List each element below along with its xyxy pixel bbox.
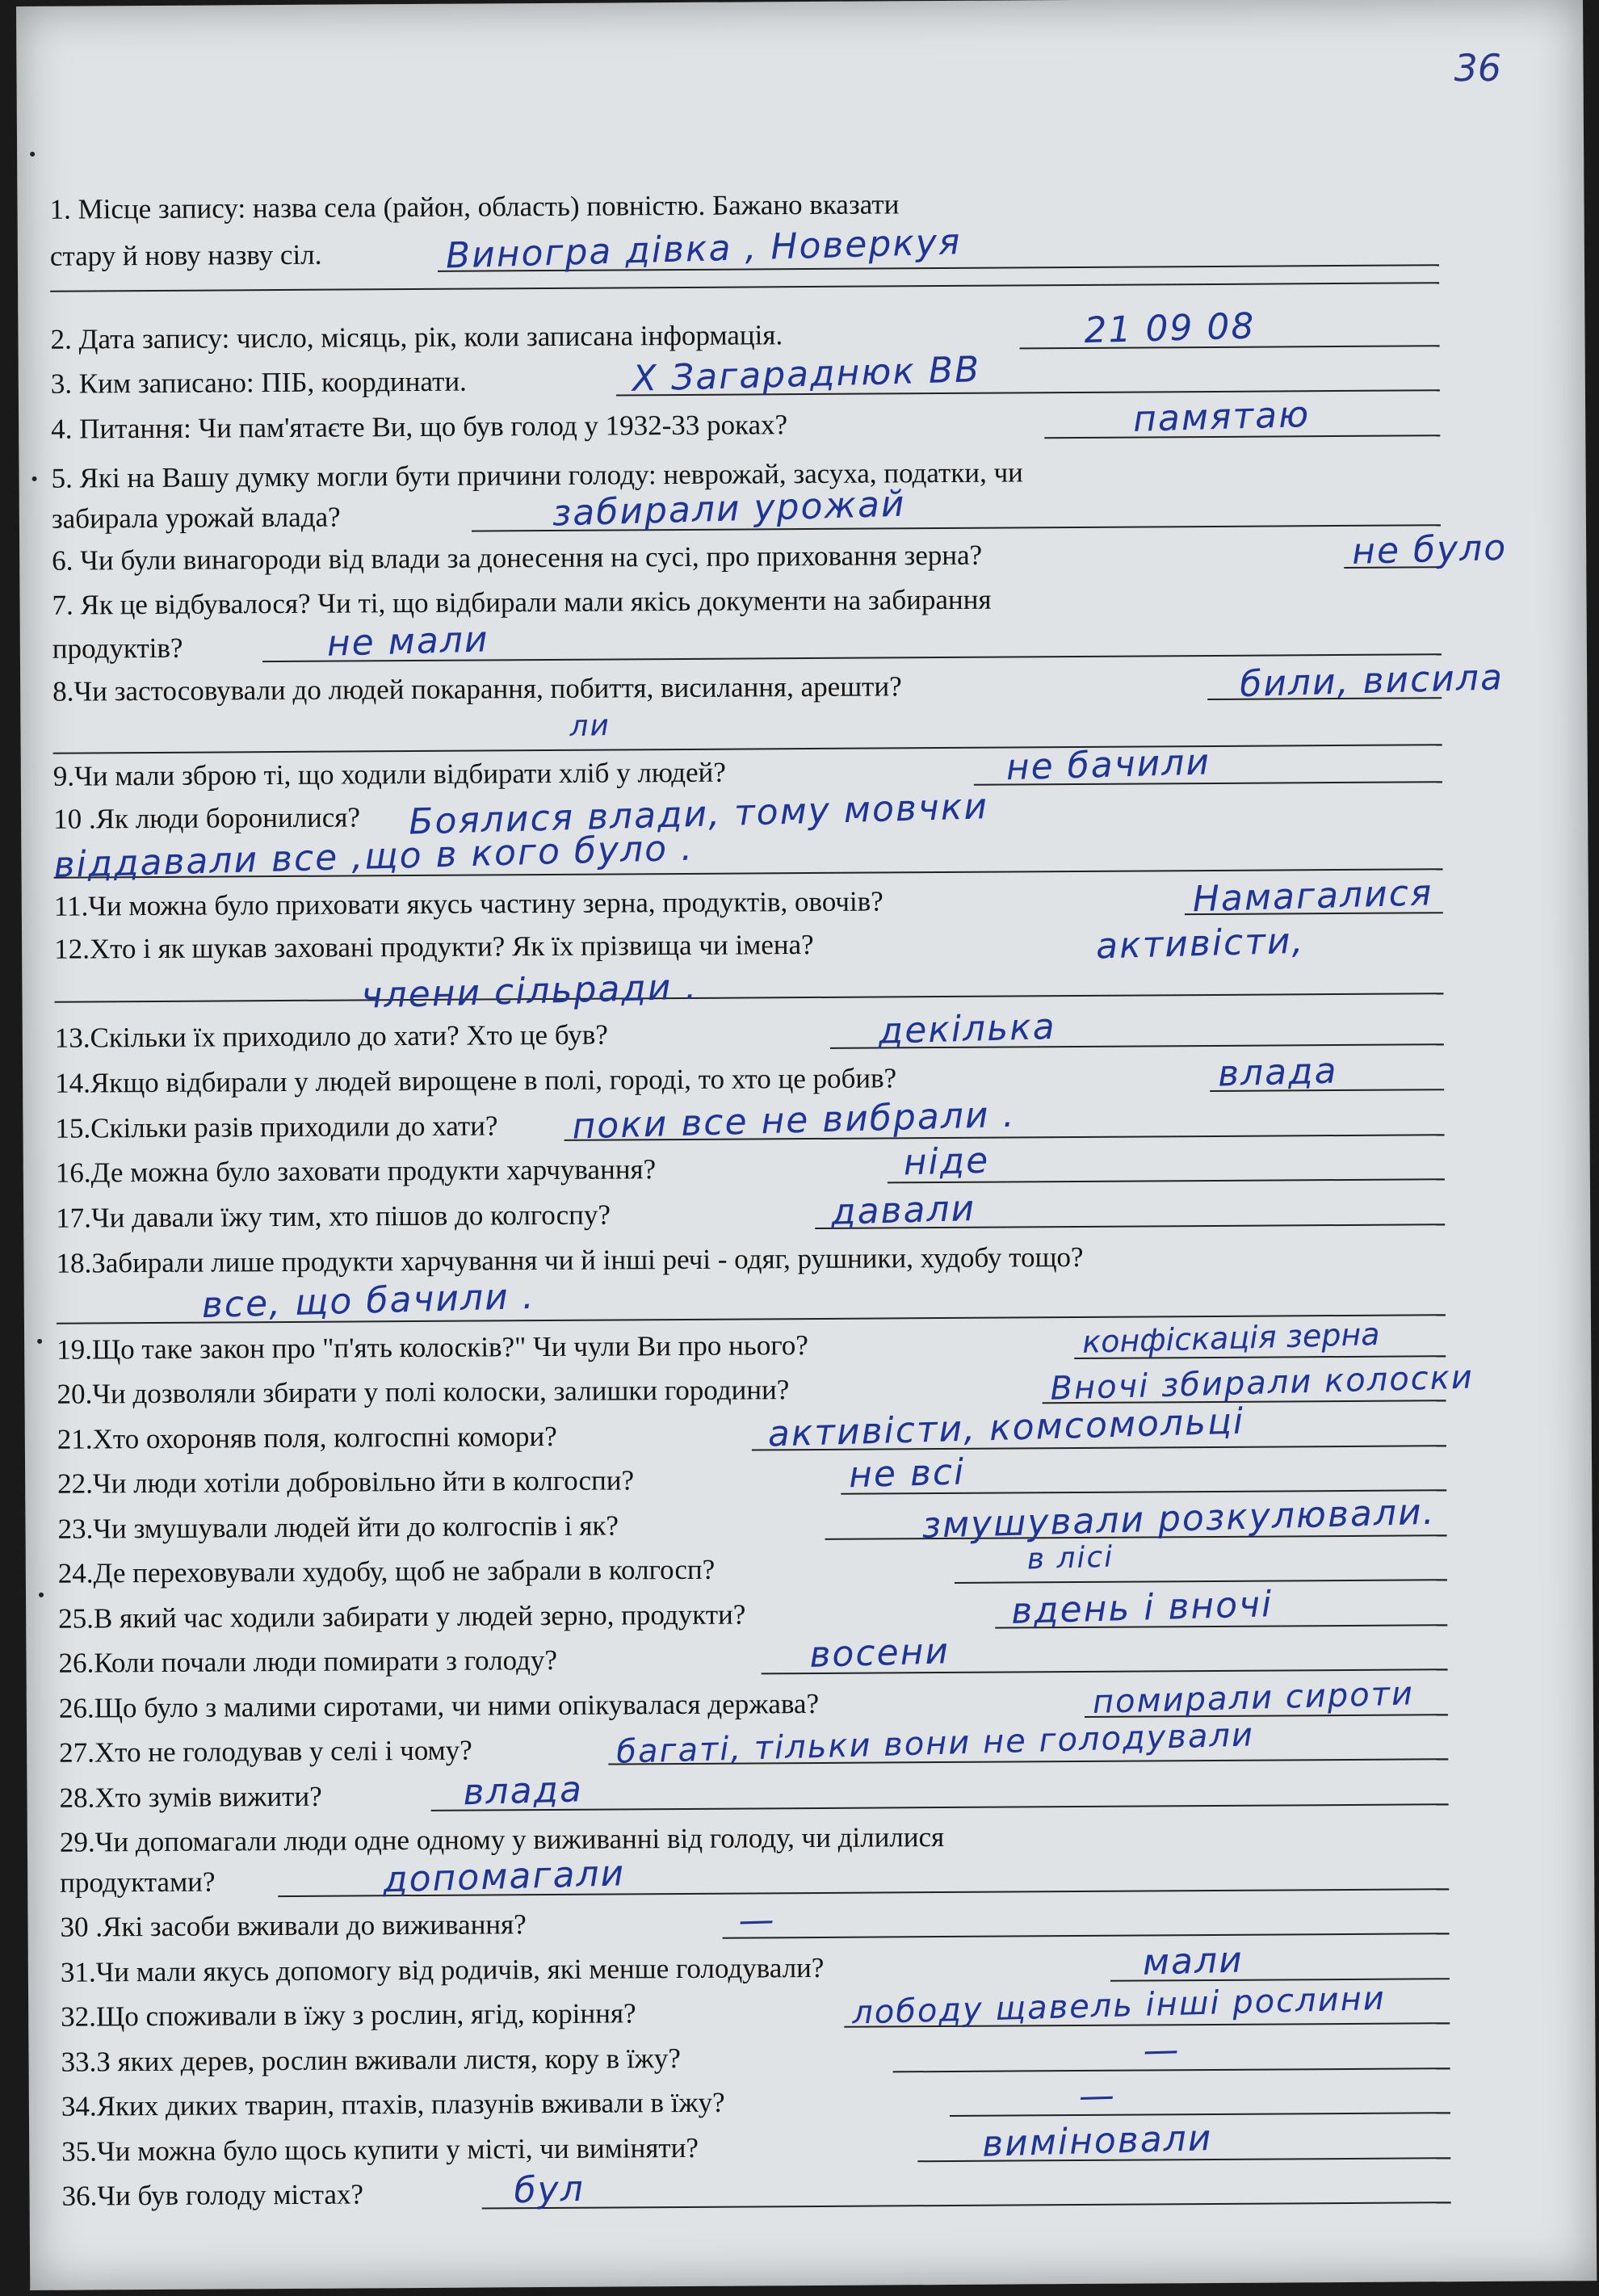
question-20: 20.Чи дозволяли збирати у полі колоски, залишки городини? (57, 1374, 790, 1410)
answer-10-line-2: віддавали все ,що в кого було . (52, 827, 695, 887)
question-32: 32.Що споживали в їжу з рослин, ягід, коріння? (61, 1997, 636, 2033)
answer-17: давали (830, 1187, 976, 1233)
question-15: 15.Скільки разів приходили до хати? (55, 1110, 498, 1144)
answer-33: — (1142, 2029, 1181, 2071)
answer-8-cont: ли (569, 709, 611, 744)
answer-10-line-1: Боялися влади, тому мовчки (408, 786, 989, 843)
question-24: 24.Де переховували худобу, щоб не забрали в колгосп? (57, 1553, 716, 1589)
question-10: 10 .Як люди боронилися? (53, 801, 361, 835)
answer-34: — (1078, 2075, 1117, 2118)
question-8: 8.Чи застосовували до людей покарання, побиття, висилання, арешти? (52, 670, 902, 707)
question-6: 6. Чи були винагороди від влади за донесення на сусі, про приховання зерна? (52, 539, 983, 577)
answer-3: Х Загараднюк ВВ (632, 349, 981, 400)
answer-8: били, висила (1239, 657, 1505, 706)
answer-12-line-1: активісти, (1095, 920, 1306, 968)
question-18: 18.Забирали лише продукти харчування чи й інші речі - одяг, рушники, худобу тощо? (56, 1240, 1084, 1279)
answer-26: восени (808, 1631, 951, 1676)
question-26: 26.Коли почали люди помирати з голоду? (58, 1643, 558, 1679)
answer-23: змушували розкулювали. (921, 1491, 1437, 1547)
margin-dot (37, 1339, 42, 1344)
answer-11: Намагалися (1192, 872, 1434, 921)
question-36: 36.Чи був голоду містах? (61, 2178, 364, 2212)
answer-line (482, 2202, 1451, 2209)
answer-2: 21 09 08 (1083, 305, 1257, 352)
question-31: 31.Чи мали якусь допомогу від родичів, які менше голодували? (60, 1951, 825, 1988)
answer-6: не було (1351, 527, 1508, 573)
answer-4: памятаю (1132, 393, 1311, 440)
question-34: 34.Яких диких тварин, птахів, плазунів вживали в їжу? (61, 2086, 725, 2122)
answer-14: влада (1217, 1050, 1339, 1095)
question-28: 28.Хто зумів вижити? (59, 1780, 322, 1814)
answer-1: Виногра дівка , Новеркуя (445, 221, 962, 277)
question-1-line-1: 1. Місце запису: назва села (район, область) повністю. Бажано вказати (49, 188, 900, 225)
question-35: 35.Чи можна було щось купити у місті, чи виміняти? (61, 2131, 699, 2168)
answer-9: не бачили (1005, 741, 1211, 789)
answer-35: виміновали (981, 2118, 1214, 2165)
answer-5: забирали урожай (552, 483, 907, 535)
answer-line (950, 2112, 1450, 2117)
margin-dot (30, 152, 35, 157)
answer-32: лободу щавель інші рослини (851, 1979, 1387, 2032)
page-number: 36 (1454, 45, 1502, 90)
question-27: 27.Хто не голодував у селі і чому? (59, 1734, 472, 1769)
answer-7: не мали (326, 619, 490, 665)
answer-31: мали (1142, 1939, 1244, 1983)
question-7-line-2: продуктів? (52, 632, 183, 665)
question-25: 25.В який час ходили забирати у людей зерно, продукти? (58, 1598, 746, 1635)
question-11: 11.Чи можна було приховати якусь частину зерна, продуктів, овочів? (53, 885, 883, 922)
answer-line (55, 993, 1444, 1003)
answer-22: не всі (848, 1451, 966, 1496)
question-3: 3. Ким записано: ПІБ, координати. (50, 365, 467, 400)
answer-27: багаті, тільки вони не голодували (615, 1716, 1255, 1771)
answer-30: — (737, 1899, 777, 1942)
answer-line (955, 1579, 1447, 1584)
question-12: 12.Хто і як шукав заховані продукти? Як їх прізвища чи імена? (54, 928, 814, 965)
question-14: 14.Якщо відбирали у людей вирощене в полі, городі, то хто це робив? (55, 1062, 897, 1099)
answer-13: декілька (878, 1005, 1057, 1052)
question-30: 30 .Які засоби вживали до виживання? (60, 1908, 527, 1943)
answer-25: вдень і вночі (1010, 1584, 1274, 1632)
question-23: 23.Чи змушували людей йти до колгоспів і як? (57, 1509, 619, 1545)
question-21: 21.Хто охороняв поля, колгоспні комори? (57, 1420, 557, 1455)
answer-16: ніде (903, 1140, 990, 1184)
answer-15: поки все не вибрали . (571, 1093, 1017, 1148)
question-26b: 26.Що було з малими сиротами, чи ними опікувалася держава? (58, 1687, 820, 1724)
answer-26b: помирали сироти (1092, 1675, 1415, 1722)
question-29-line-2: продуктами? (60, 1866, 216, 1899)
question-22: 22.Чи люди хотіли добровільно йти в колгоспи? (57, 1464, 635, 1500)
question-33: 33.З яких дерев, рослин вживали листя, кору в їжу? (61, 2042, 681, 2078)
question-4: 4. Питання: Чи пам'ятаєте Ви, що був голод у 1932-33 роках? (51, 409, 788, 445)
answer-line (723, 1933, 1450, 1938)
answer-line (50, 282, 1439, 292)
answer-24: в лісі (1026, 1540, 1114, 1576)
question-1-line-2: стару й нову назву сіл. (49, 238, 322, 272)
margin-dot (39, 1593, 44, 1597)
question-5-line-1: 5. Які на Вашу думку могли бути причини голоду: неврожай, засуха, податки, чи (51, 456, 1023, 494)
question-9: 9.Чи мали зброю ті, що ходили відбирати хліб у людей? (52, 756, 726, 792)
answer-12-line-2: члени сільради . (360, 966, 699, 1017)
question-7-line-1: 7. Як це відбувалося? Чи ті, що відбирали мали якісь документи на забирання (52, 583, 992, 621)
question-16: 16.Де можна було заховати продукти харчування? (55, 1153, 657, 1189)
answer-line (53, 744, 1442, 754)
answer-29: допомагали (382, 1853, 626, 1901)
questionnaire-sheet (16, 0, 1597, 2290)
answer-21: активісти, комсомольці (767, 1400, 1245, 1455)
answer-line (431, 1803, 1449, 1811)
answer-28: влада (462, 1769, 584, 1814)
answer-20: Вночі збирали колоски (1049, 1358, 1475, 1408)
question-19: 19.Що таке закон про "п'ять колосків?" Чи чули Ви про нього? (57, 1329, 808, 1366)
question-17: 17.Чи давали їжу тим, хто пішов до колгоспу? (56, 1198, 611, 1234)
question-5-line-2: забирала урожай влада? (51, 501, 341, 535)
answer-19: конфіскація зерна (1081, 1316, 1381, 1360)
answer-18: все, що бачили . (201, 1275, 536, 1326)
question-2: 2. Дата запису: число, місяць, рік, коли записана інформація. (50, 319, 783, 355)
margin-dot (32, 476, 37, 481)
question-29-line-1: 29.Чи допомагали люди одне одному у виживанні від голоду, чи ділилися (59, 1821, 945, 1858)
question-13: 13.Скільки їх приходило до хати? Хто це був? (54, 1018, 608, 1054)
answer-36: бул (513, 2168, 585, 2212)
